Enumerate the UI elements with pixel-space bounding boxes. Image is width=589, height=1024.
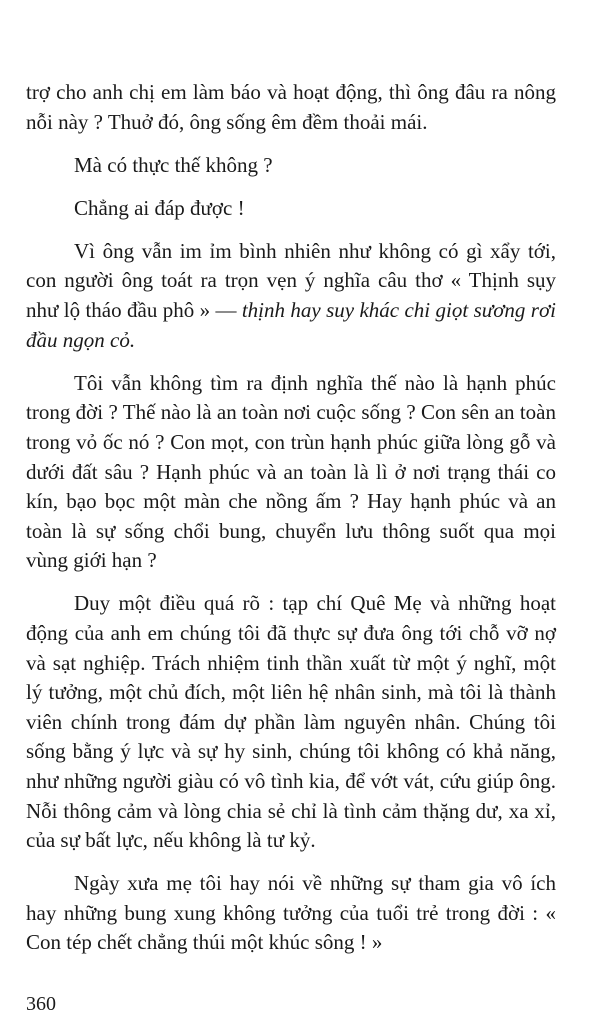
- body-text: [26, 78, 556, 958]
- paragraph-1: trợ cho anh chị em làm báo và hoạt động, thì ông đâu ra nông nỗi này ? Thuở đó, ông sống êm đềm thoải mái.: [26, 80, 556, 134]
- paragraph-4-text: Vì ông vẫn im ỉm bình nhiên như không có gì xẩy tới, con người ông toát ra trọn vẹn ý nghĩa câu thơ « Thịnh sụy như lộ tháo đầu phô » —: [26, 238, 556, 323]
- paragraph-2: Mà có thực thế không ?: [74, 152, 273, 177]
- paragraph-4: [26, 237, 556, 355]
- paragraph-7: Ngày xưa mẹ tôi hay nói về những sự tham gia vô ích hay những bung xung không tưởng của tuổi trẻ trong đời : « Con tép chết chẳng thúi một khúc sông ! »: [26, 871, 556, 955]
- paragraph-6: Duy một điều quá rõ : tạp chí Quê Mẹ và những hoạt động của anh em chúng tôi đã thực sự đưa ông tới chỗ vỡ nợ và sạt nghiệp. Trách nhiệm tinh thần xuất từ một ý nghĩ, một lý tưởng, một chủ đích, một liên hệ nhân sinh, mà tôi là thành viên chính trong đám dự phần làm nguyên nhân. Chúng tôi sống bằng ý lực và sự hy sinh, chúng tôi không có khả năng, như những người giàu có vô tình kia, để vớt vát, cứu giúp ông. Nỗi thông cảm và lòng chia sẻ chỉ là tình cảm thặng dư, xa xỉ, của sự bất lực, nếu không là tư kỷ.: [26, 591, 556, 853]
- paragraph-5: Tôi vẫn không tìm ra định nghĩa thế nào là hạnh phúc trong đời ? Thế nào là an toàn nơi cuộc sống ? Con sên an toàn trong vỏ ốc nó ? Con mọt, con trùn hạnh phúc giữa lòng gỗ và dưới đất sâu ? Hạnh phúc và an toàn là lì ở nơi trạng thái co kín, bạo bọc một màn che nồng ấm ? Hay hạnh phúc và an toàn là sự sống chổi bung, chuyển lưu thông suốt qua mọi vùng giới hạn ?: [26, 370, 556, 573]
- page-number: 360: [26, 993, 56, 1015]
- paragraph-3: Chẳng ai đáp được !: [74, 195, 245, 220]
- paragraph-4-italic: thịnh hay suy khác chi giọt sương rơi đầu ngọn cỏ.: [26, 298, 556, 352]
